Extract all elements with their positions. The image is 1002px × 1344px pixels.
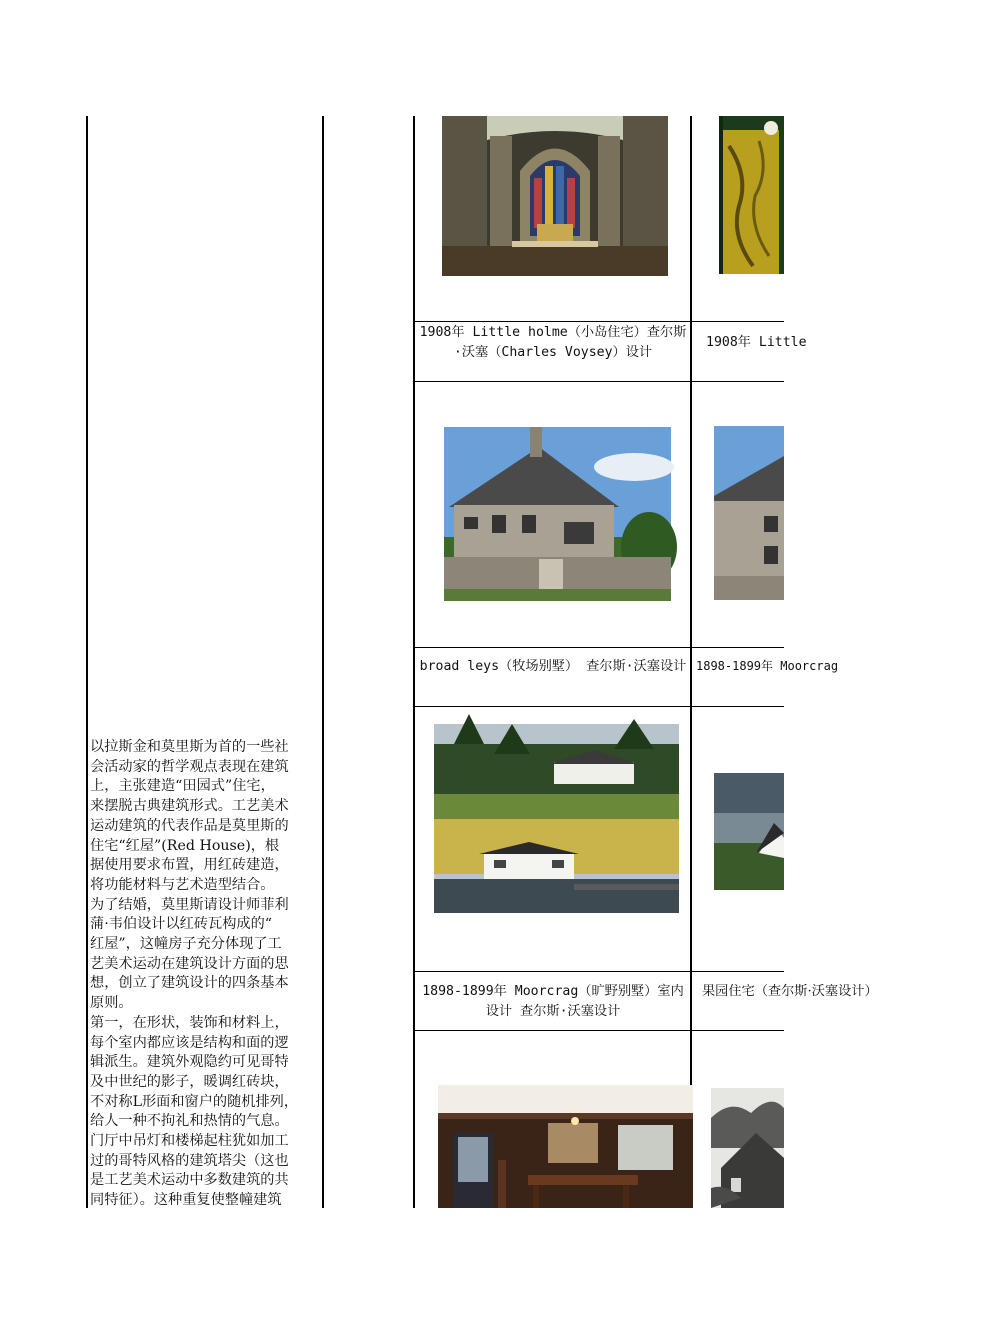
interior-room-photo (438, 1085, 693, 1208)
caption-moorcrag: 1898-1899年 Moorcrag（旷野别墅）室内设计 查尔斯·沃塞设计 (422, 984, 684, 1019)
sketch-house-photo (711, 1088, 784, 1208)
text-line: 住宅“红屋”(Red House)，根 (90, 837, 280, 854)
caption-orchard-house: 果园住宅（查尔斯·沃塞设计） (702, 984, 878, 999)
text-line: 艺美术运动在建筑设计方面的思 (90, 955, 289, 972)
text-line: 每个室内都应该是结构和面的逻 (90, 1034, 289, 1051)
text-line: 想，创立了建筑设计的四条基本 (90, 975, 289, 992)
grid-line (413, 116, 415, 1208)
text-line: 据使用要求布置，用红砖建造， (90, 857, 289, 874)
text-line: 为了结婚，莫里斯请设计师菲利 (90, 896, 289, 913)
gold-panel-photo (719, 116, 784, 274)
text-line: 原则。 (90, 995, 133, 1012)
stone-house-photo-2 (714, 426, 784, 600)
church-interior-photo (442, 116, 668, 276)
grid-line (414, 971, 784, 972)
grid-line (414, 321, 784, 322)
caption-moorcrag-short: 1898-1899年 Moorcrag (696, 659, 839, 673)
text-line: 第一，在形状，装饰和材料上， (90, 1014, 289, 1031)
stone-house-photo (444, 427, 671, 601)
text-line: 上，主张建造“田园式”住宅， (90, 778, 275, 795)
text-line: 不对称L形面和窗户的随机排列， (90, 1093, 299, 1110)
grid-line (322, 116, 324, 1208)
grid-line (86, 116, 88, 1208)
caption-little-holme: 1908年 Little holme（小岛住宅）查尔斯·沃塞（Charles Voysey）设计 (419, 325, 687, 360)
text-line: 红屋”，这幢房子充分体现了工 (90, 936, 282, 953)
grid-line (414, 706, 784, 707)
description-text (90, 738, 316, 1208)
text-line: 会活动家的哲学观点表现在建筑 (90, 758, 289, 775)
lake-villa-photo (434, 724, 679, 913)
text-line: 过的哥特风格的建筑塔尖（这也 (90, 1152, 289, 1169)
text-line: 来摆脱古典建筑形式。工艺美术 (90, 798, 289, 815)
lake-villa-photo-2 (714, 773, 784, 890)
text-line: 及中世纪的影子，暖调红砖块， (90, 1073, 289, 1090)
text-line: 同特征）。这种重复使整幢建筑 (90, 1192, 282, 1209)
grid-line (690, 116, 692, 1208)
text-line: 运动建筑的代表作品是莫里斯的 (90, 817, 289, 834)
text-line: 给人一种不拘礼和热情的气息。 (90, 1113, 289, 1130)
text-line: 以拉斯金和莫里斯为首的一些社 (90, 739, 289, 755)
grid-line (414, 647, 784, 648)
caption-broad-leys: broad leys（牧场别墅） 查尔斯·沃塞设计 (419, 659, 687, 674)
text-line: 蒲·韦伯设计以红砖瓦构成的“ (90, 916, 273, 933)
grid-line (414, 1030, 784, 1031)
caption-little-holme-2: 1908年 Little (706, 335, 807, 350)
text-line: 将功能材料与艺术造型结合。 (90, 876, 275, 893)
grid-line (414, 381, 784, 382)
text-line: 辑派生。建筑外观隐约可见哥特 (90, 1054, 289, 1071)
text-line: 是工艺美术运动中多数建筑的共 (90, 1172, 289, 1189)
text-line: 门厅中吊灯和楼梯起柱犹如加工 (90, 1133, 289, 1150)
